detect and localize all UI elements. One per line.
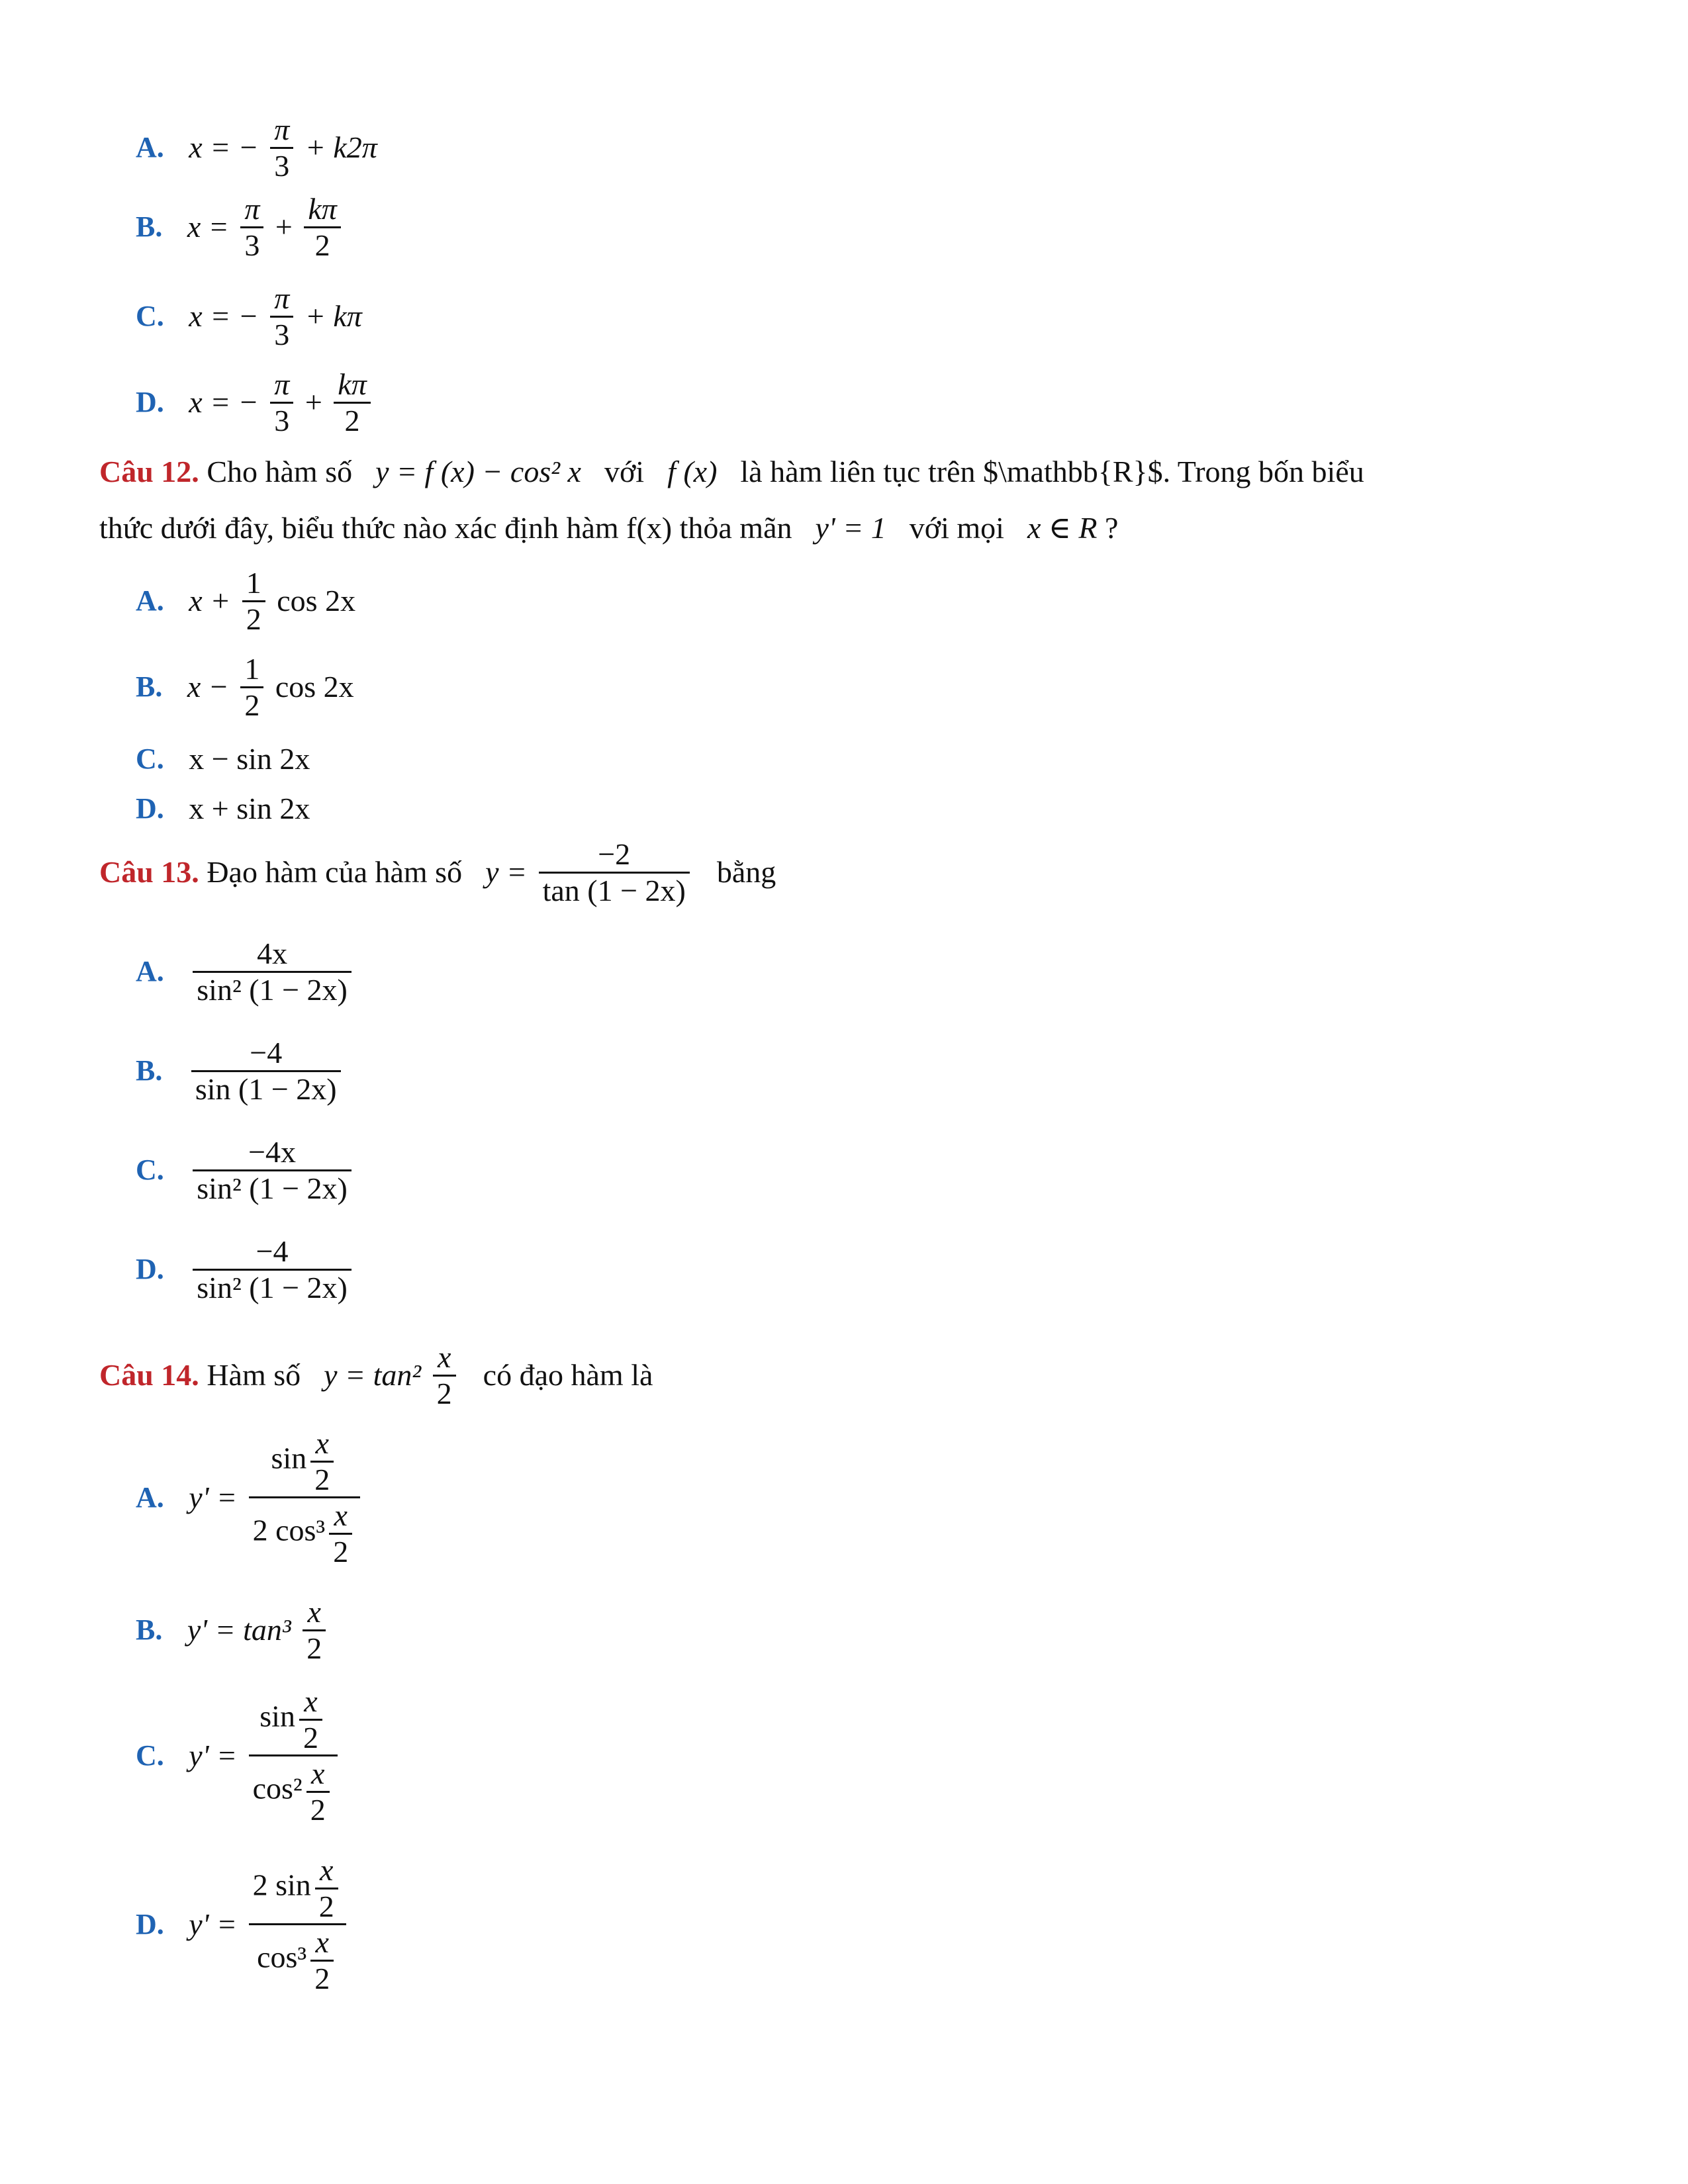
fraction: $\frac{k\pi}{2}$ <box>304 192 340 262</box>
question-text: Cho hàm số <box>207 455 353 488</box>
prev-option-c[interactable] <box>136 281 362 351</box>
option-label: B. <box>136 1614 163 1647</box>
plus-sign: + <box>305 385 322 420</box>
option-expr-rest: + kπ <box>305 299 362 334</box>
question-text: là hàm liên tục trên $\mathbb{R}$. Trong bốn biểu <box>740 455 1364 488</box>
fraction: $\frac{-4x}{\text{sin² (1 − 2x)}}$ <box>193 1135 352 1205</box>
question-number: Câu 13. <box>99 855 199 889</box>
fraction: $\frac{4x}{\text{sin² (1 − 2x)}}$ <box>193 936 352 1007</box>
option-label: A. <box>136 1480 164 1514</box>
question-text: bằng <box>716 855 776 889</box>
question-text: ? <box>1105 511 1119 545</box>
fraction: $\frac{\pi}{3}$ <box>270 113 293 183</box>
formula: x ∈ R <box>1027 511 1098 545</box>
option-label: B. <box>136 670 163 704</box>
option-label: C. <box>136 1154 164 1187</box>
prev-option-a[interactable] <box>136 113 377 183</box>
q13-option-d[interactable] <box>136 1234 355 1304</box>
option-label: D. <box>136 386 164 419</box>
option-label: D. <box>136 1253 164 1286</box>
question-12-line-1 <box>99 457 1582 487</box>
formula: y' = 1 <box>815 511 886 545</box>
formula: y = <box>485 855 528 889</box>
q12-option-c[interactable] <box>136 741 310 774</box>
fraction: $\frac{x}{2}$ <box>433 1340 456 1410</box>
formula: y = f (x) − cos² x <box>375 455 581 488</box>
q12-option-d[interactable] <box>136 791 310 824</box>
option-lhs: y' = tan³ <box>187 1613 291 1647</box>
option-label: C. <box>136 300 164 333</box>
option-label: A. <box>136 584 164 617</box>
option-expr-lhs: x = − <box>189 385 259 420</box>
prev-option-d[interactable] <box>136 367 375 437</box>
fraction: $\frac{\pi}{3}$ <box>270 367 293 437</box>
option-lhs: y' = <box>189 1480 238 1514</box>
fraction: $\frac{\pi}{3}$ <box>240 192 263 262</box>
q12-option-b[interactable] <box>136 652 354 722</box>
question-text: thức dưới đây, biểu thức nào xác định hàm f(x) thỏa mãn <box>99 511 792 545</box>
fraction: $\frac{1}{2}$ <box>240 652 263 722</box>
option-label: B. <box>136 1054 163 1087</box>
fraction: $\frac{-4}{\text{sin² (1 − 2x)}}$ <box>193 1234 352 1304</box>
option-label: D. <box>136 1907 164 1940</box>
option-label: A. <box>136 131 164 164</box>
q13-option-b[interactable] <box>136 1036 345 1106</box>
question-13 <box>99 837 776 907</box>
fraction: $\frac{1}{2}$ <box>242 566 265 636</box>
option-expr: x − sin 2x <box>189 742 310 776</box>
question-text: Hàm số <box>207 1358 301 1392</box>
fraction: $\frac{-2}{\tan (1 - 2x)}$ <box>539 837 690 907</box>
option-label: C. <box>136 1739 164 1772</box>
fraction: 2 sin $\frac{x}{2}$ cos³ $\frac{x}{2}$ <box>249 1853 346 1995</box>
question-12-line-2 <box>99 513 1118 543</box>
option-lhs: y' = <box>189 1907 238 1941</box>
q14-option-a[interactable] <box>136 1426 364 1569</box>
option-expr-lhs: x = − <box>189 299 259 334</box>
fraction: $\frac{-4}{\sin (1 - 2x)}$ <box>191 1036 341 1106</box>
option-expr-lhs: x = <box>187 210 229 244</box>
option-expr: x − <box>187 670 229 704</box>
prev-option-b[interactable] <box>136 192 345 262</box>
q12-option-a[interactable] <box>136 566 355 636</box>
fraction: sin $\frac{x}{2}$ cos² $\frac{x}{2}$ <box>249 1684 338 1827</box>
option-expr-rest: + k2π <box>305 130 377 165</box>
formula: y = tan² <box>324 1358 422 1392</box>
fraction: $\frac{k\pi}{2}$ <box>334 367 370 437</box>
q14-option-c[interactable] <box>136 1684 342 1827</box>
option-label: A. <box>136 955 164 988</box>
option-label: D. <box>136 792 164 825</box>
option-expr: cos 2x <box>275 670 354 704</box>
question-text: với <box>604 455 645 488</box>
question-text: với mọi <box>909 511 1004 545</box>
fraction: sin $\frac{x}{2}$ 2 cos³ $\frac{x}{2}$ <box>249 1426 361 1569</box>
option-lhs: y' = <box>189 1738 238 1772</box>
option-expr-lhs: x = − <box>189 130 259 165</box>
question-14 <box>99 1340 653 1410</box>
option-label: C. <box>136 743 164 776</box>
option-expr: x + <box>189 584 231 618</box>
q14-option-b[interactable] <box>136 1595 330 1665</box>
question-text: có đạo hàm là <box>483 1358 653 1392</box>
option-expr: x + sin 2x <box>189 792 310 826</box>
question-number: Câu 14. <box>99 1358 199 1392</box>
q14-option-d[interactable] <box>136 1853 350 1995</box>
fraction: $\frac{\pi}{3}$ <box>270 281 293 351</box>
question-text: Đạo hàm của hàm số <box>207 855 463 889</box>
option-expr: cos 2x <box>277 584 356 618</box>
question-number: Câu 12. <box>99 455 199 488</box>
q13-option-a[interactable] <box>136 936 355 1007</box>
fraction: $\frac{x}{2}$ <box>303 1595 326 1665</box>
plus-sign: + <box>275 210 293 244</box>
option-label: B. <box>136 210 163 244</box>
formula: f (x) <box>667 455 718 488</box>
q13-option-c[interactable] <box>136 1135 355 1205</box>
